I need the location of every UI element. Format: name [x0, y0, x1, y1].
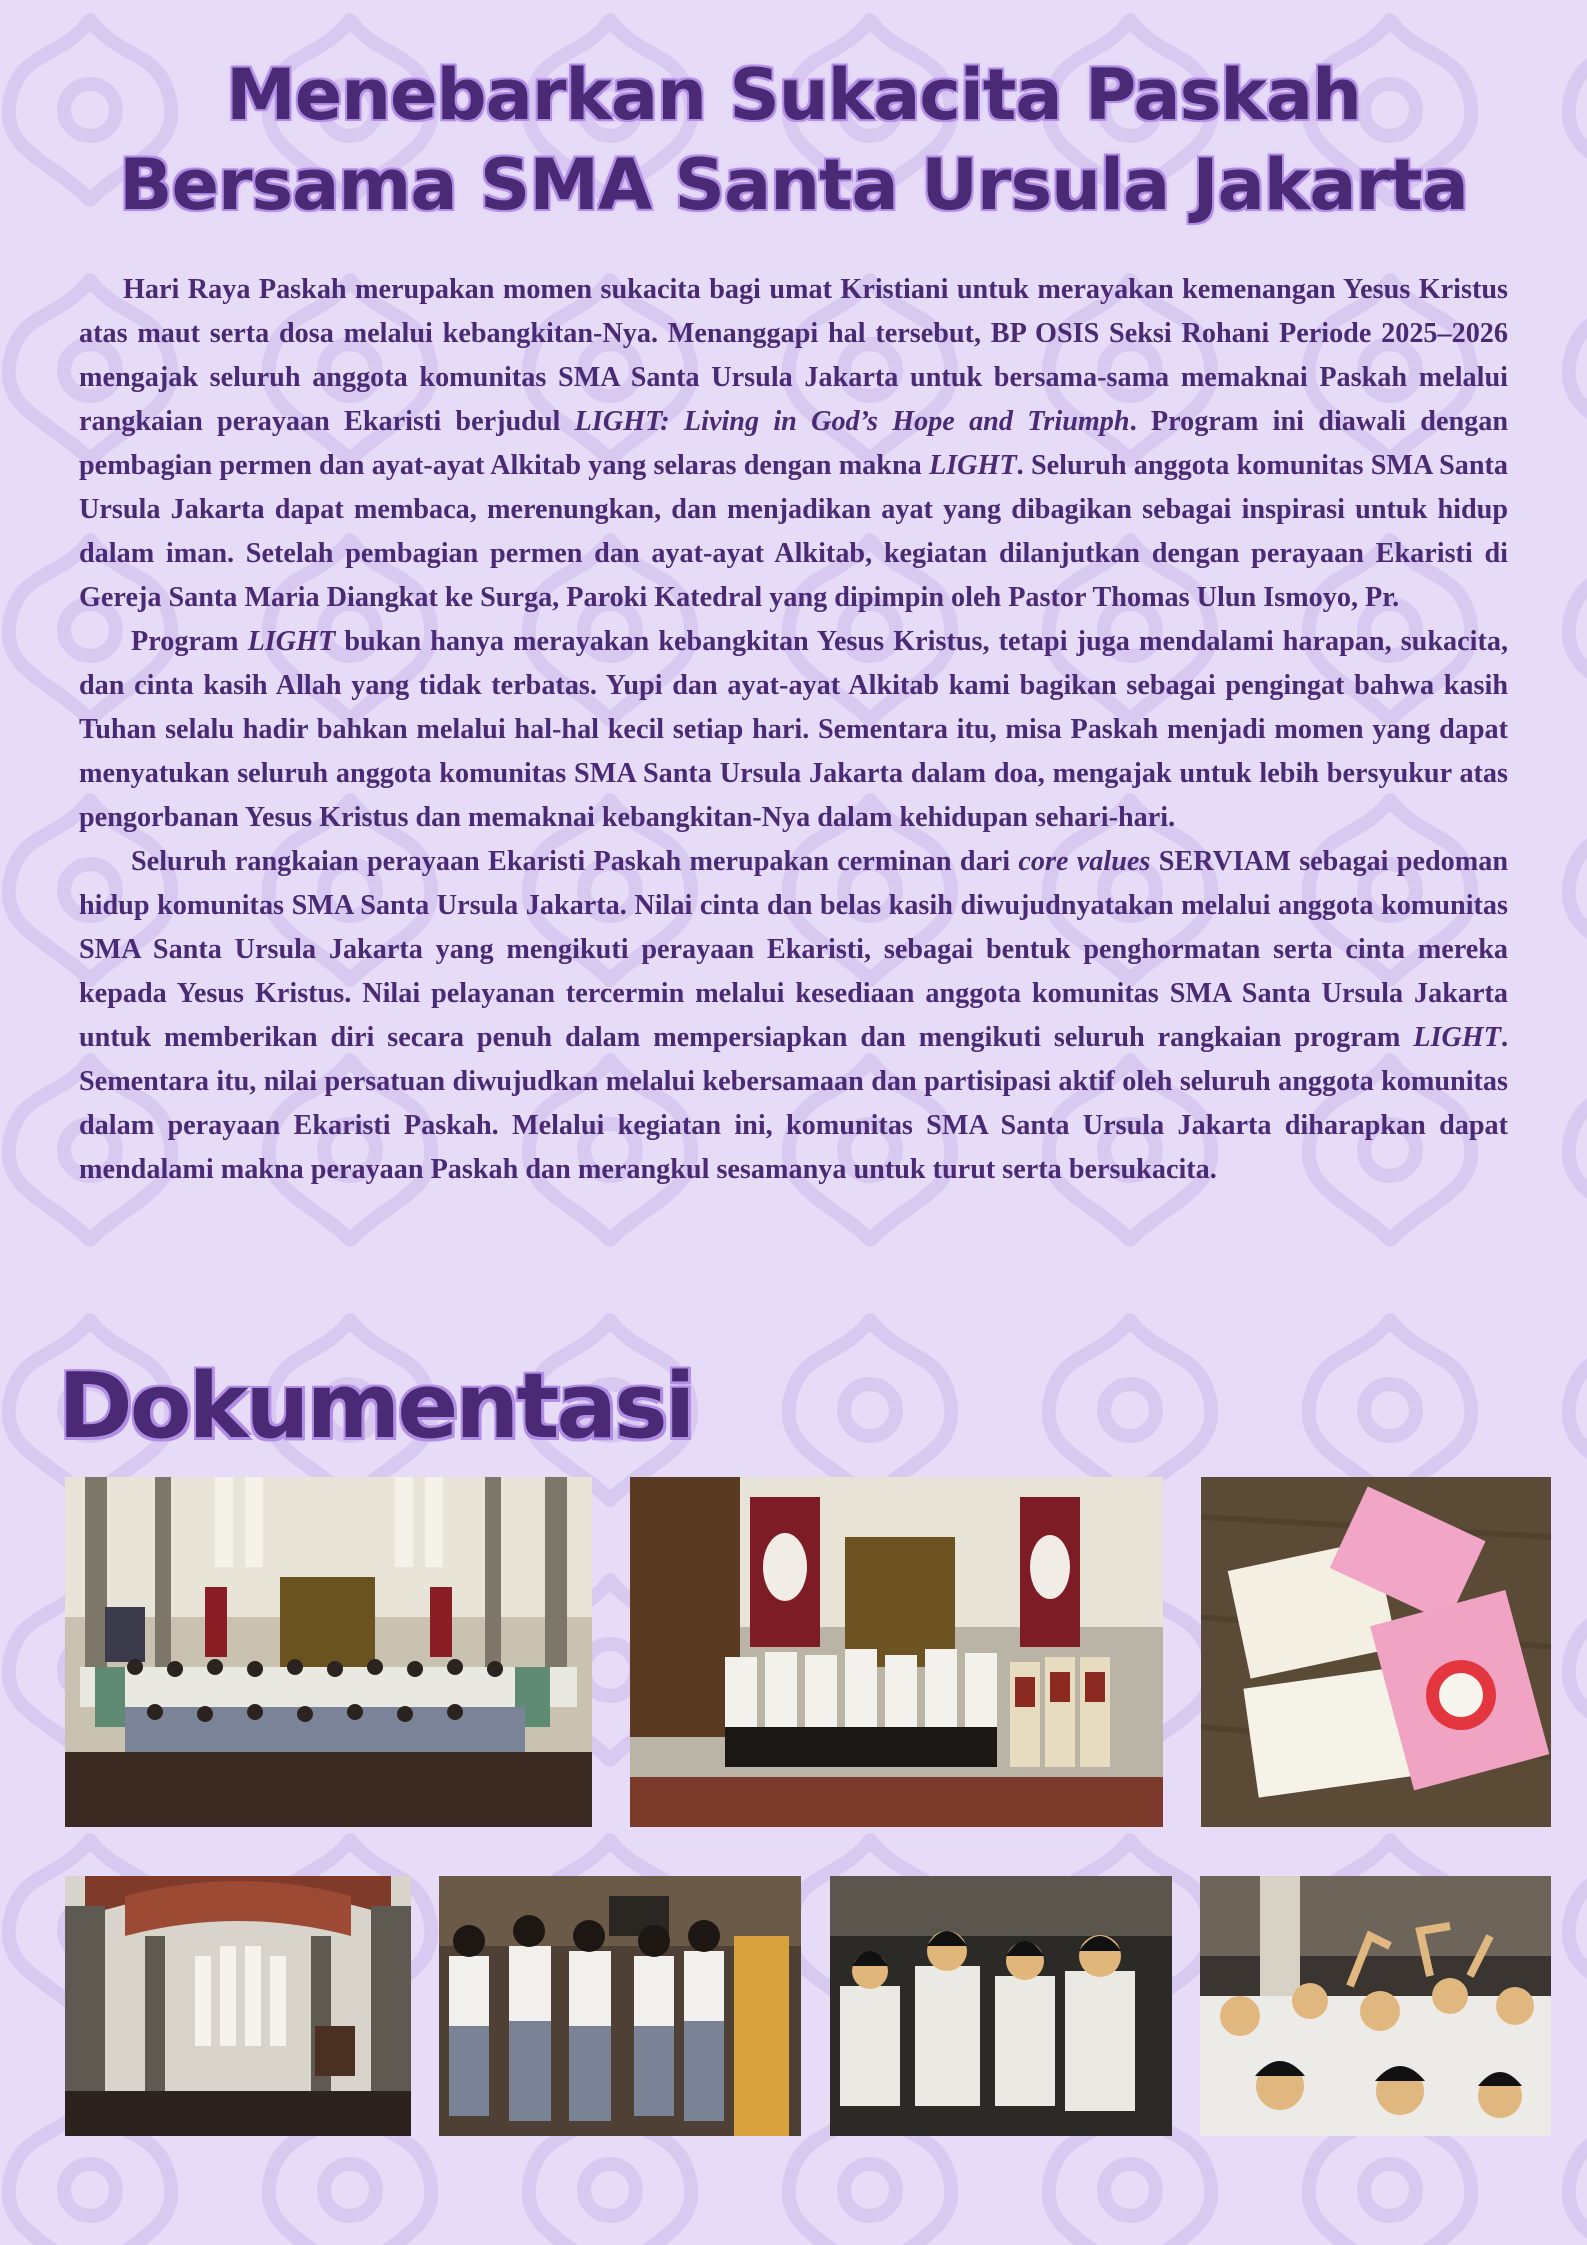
- documentation-heading: Dokumentasi: [58, 1354, 693, 1459]
- paragraph-3: [79, 840, 1508, 1192]
- paragraph-text: bukan hanya merayakan kebangkitan Yesus Kristus, tetapi juga mendalami harapan, sukacita, dan cinta kasih Allah yang tidak terbatas. Yupi dan ayat-ayat Alkitab kami bagikan sebagai pengingat bahwa kasih Tuhan selalu hadir bahkan melalui hal-hal kecil setiap hari. Sementara itu, misa Paskah menjadi momen yang dapat menyatukan seluruh anggota komunitas SMA Santa Ursula Jakarta dalam doa, mengajak untuk lebih bersyukur atas pengorbanan Yesus Kristus dan memaknai kebangkitan-Nya dalam kehidupan sehari-hari.: [79, 626, 1508, 833]
- article-body: [79, 268, 1508, 1192]
- paragraph-text: SERVIAM sebagai pedoman hidup komunitas SMA Santa Ursula Jakarta. Nilai cinta dan belas kasih diwujudnyatakan melalui anggota komunitas SMA Santa Ursula Jakarta yang mengikuti perayaan Ekaristi, sebagai bentuk penghormatan serta cinta mereka kepada Yesus Kristus. Nilai pelayanan tercermin melalui kesediaan anggota komunitas SMA Santa Ursula Jakarta untuk memberikan diri secara penuh dalam mempersiapkan dan mengikuti seluruh rangkaian program: [79, 846, 1509, 1053]
- paragraph-2: [79, 620, 1508, 840]
- title-line-2: Bersama SMA Santa Ursula Jakarta: [119, 144, 1468, 226]
- core-values-term: core values: [1018, 846, 1151, 877]
- photo-students-hands-raised: [1200, 1876, 1551, 2136]
- paragraph-text: Seluruh rangkaian perayaan Ekaristi Paskah merupakan cerminan dari: [131, 846, 1019, 877]
- program-name: LIGHT: [1413, 1022, 1501, 1053]
- program-name: LIGHT: [928, 450, 1017, 481]
- photo-students-praying: [830, 1876, 1172, 2136]
- paragraph-text: Program: [131, 626, 248, 657]
- photo-candy-verses: [1201, 1477, 1551, 1827]
- title-line-1: Menebarkan Sukacita Paskah: [226, 54, 1361, 136]
- program-title: LIGHT: Living in God’s Hope and Triumph: [574, 406, 1130, 437]
- page-title: [40, 50, 1547, 230]
- paragraph-1: [79, 268, 1508, 620]
- paragraph-text: . Seluruh anggota komunitas SMA Santa Ursula Jakarta dapat membaca, merenungkan, dan menjadikan ayat yang dibagikan sebagai inspirasi untuk hidup dalam iman. Setelah pembagian permen dan ayat-ayat Alkitab, kegiatan dilanjutkan dengan perayaan Ekaristi di Gereja Santa Maria Diangkat ke Surga, Paroki Katedral yang dipimpin oleh Pastor Thomas Ulun Ismoyo, Pr.: [79, 450, 1508, 613]
- photo-communion: [439, 1876, 801, 2136]
- program-name: LIGHT: [247, 626, 336, 657]
- photo-altar-servers: [630, 1477, 1163, 1827]
- paragraph-text: . Sementara itu, nilai persatuan diwujudkan melalui kebersamaan dan partisipasi aktif oleh seluruh anggota komunitas dalam perayaan Ekaristi Paskah. Melalui kegiatan ini, komunitas SMA Santa Ursula Jakarta diharapkan dapat mendalami makna perayaan Paskah dan merangkul sesamanya untuk turut serta bersukacita.: [79, 1022, 1508, 1185]
- paragraph-text: Hari Raya Paskah merupakan momen sukacita bagi umat Kristiani untuk merayakan kemenangan Yesus Kristus atas maut serta dosa melalui kebangkitan-Nya. Menanggapi hal tersebut, BP OSIS Seksi Rohani Periode 2025–2026 mengajak seluruh anggota komunitas SMA Santa Ursula Jakarta untuk bersama-sama memaknai Paskah melalui rangkaian perayaan Ekaristi berjudul: [79, 274, 1508, 437]
- photo-cathedral-interior: [65, 1876, 411, 2136]
- paragraph-text: . Program ini diawali dengan pembagian permen dan ayat-ayat Alkitab yang selaras dengan makna: [79, 406, 1508, 481]
- photo-group-cathedral: [65, 1477, 592, 1827]
